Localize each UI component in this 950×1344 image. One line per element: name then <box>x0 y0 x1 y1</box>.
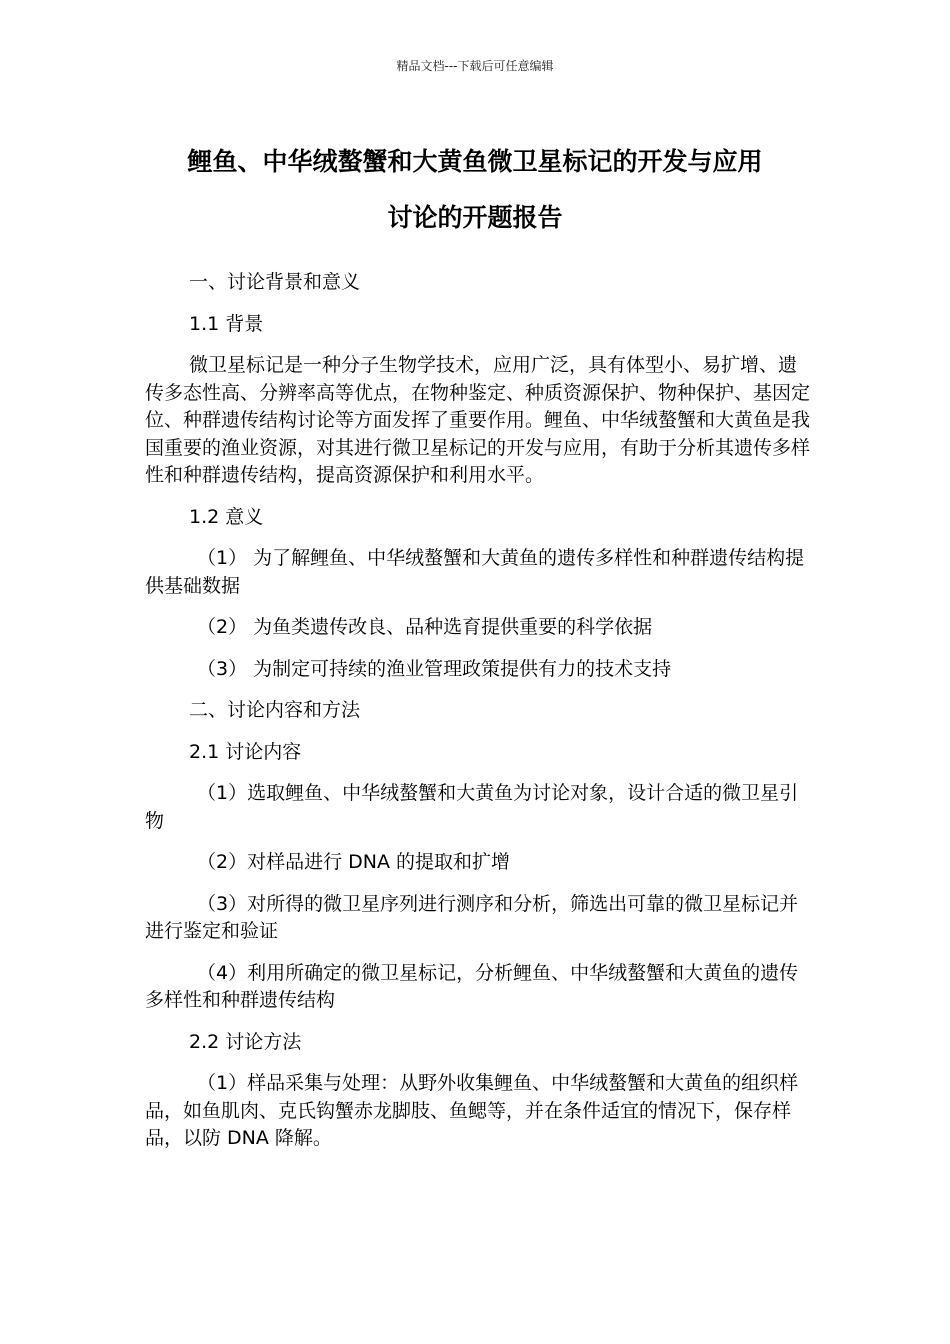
method-item-1: （1）样品采集与处理：从野外收集鲤鱼、中华绒螯蟹和大黄鱼的组织样品，如鱼肌肉、克氏钩蟹赤龙脚肢、鱼鳃等，并在条件适宜的情况下，保存样品，以防 DNA 降解。 <box>145 1072 799 1149</box>
significance-item-1: （1） 为了解鲤鱼、中华绒螯蟹和大黄鱼的遗传多样性和种群遗传结构提供基础数据 <box>145 547 805 597</box>
document-title <box>140 134 810 246</box>
document-body <box>145 269 810 1167</box>
title-line-1: 鲤鱼、中华绒螯蟹和大黄鱼微卫星标记的开发与应用 <box>187 147 763 176</box>
section-heading-2: 二、讨论内容和方法 <box>189 699 361 721</box>
page-header: 精品文档---下载后可任意编辑 <box>396 59 554 73</box>
title-line-2: 讨论的开题报告 <box>387 203 563 232</box>
content-item-4: （4）利用所确定的微卫星标记，分析鲤鱼、中华绒螯蟹和大黄鱼的遗传多样性和种群遗传结构 <box>145 961 799 1011</box>
paragraph-background: 微卫星标记是一种分子生物学技术，应用广泛，具有体型小、易扩增、遗传多态性高、分辨率高等优点，在物种鉴定、种质资源保护、物种保护、基因定位、种群遗传结构讨论等方面发挥了重要作用。鲤鱼、中华绒螯蟹和大黄鱼是我国重要的渔业资源，对其进行微卫星标记的开发与应用，有助于分析其遗传多样性和种群遗传结构，提高资源保护和利用水平。 <box>145 354 811 486</box>
significance-item-2: （2） 为鱼类遗传改良、品种选育提供重要的科学依据 <box>197 616 653 638</box>
subsection-heading-2-1: 2.1 讨论内容 <box>189 740 302 763</box>
subsection-heading-1-1: 1.1 背景 <box>189 312 264 335</box>
content-item-1: （1）选取鲤鱼、中华绒螯蟹和大黄鱼为讨论对象，设计合适的微卫星引物 <box>145 782 799 832</box>
subsection-heading-2-2: 2.2 讨论方法 <box>189 1030 302 1053</box>
content-item-3: （3）对所得的微卫星序列进行测序和分析，筛选出可靠的微卫星标记并进行鉴定和验证 <box>145 892 799 942</box>
significance-item-3: （3） 为制定可持续的渔业管理政策提供有力的技术支持 <box>197 657 672 680</box>
subsection-heading-1-2: 1.2 意义 <box>189 505 264 528</box>
content-item-2: （2）对样品进行 DNA 的提取和扩增 <box>197 851 511 873</box>
section-heading-1: 一、讨论背景和意义 <box>189 271 361 293</box>
